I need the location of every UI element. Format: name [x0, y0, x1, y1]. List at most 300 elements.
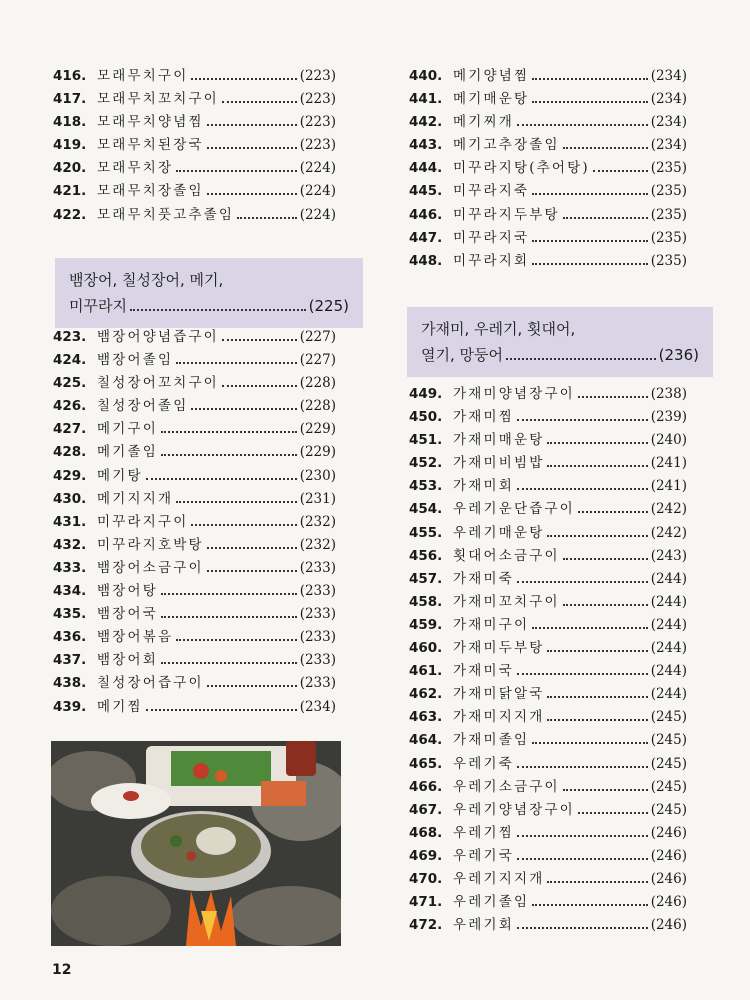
entry-page: (223) — [299, 137, 336, 154]
entry-page: (233) — [299, 675, 336, 692]
toc-entry — [53, 417, 336, 440]
leader-dots — [532, 742, 647, 744]
entry-number: 442. — [409, 114, 443, 131]
entry-number: 459. — [409, 616, 443, 633]
entry-page: (243) — [650, 547, 687, 564]
entry-page: (233) — [299, 583, 336, 600]
entry-number: 466. — [409, 778, 443, 795]
entry-title: 메기졸임 — [97, 444, 158, 461]
leader-dots — [207, 147, 297, 149]
toc-entry — [53, 464, 336, 487]
entry-page: (232) — [299, 536, 336, 553]
toc-entry — [409, 682, 687, 705]
entry-title: 우레기양념장구이 — [453, 801, 575, 818]
leader-dots — [578, 396, 648, 398]
leader-dots — [547, 881, 647, 883]
entry-number: 420. — [53, 160, 87, 177]
toc-entry — [53, 348, 336, 371]
entry-page: (244) — [650, 686, 687, 703]
toc-entry — [409, 798, 687, 821]
entry-page: (246) — [650, 847, 687, 864]
entry-page: (223) — [299, 114, 336, 131]
entry-number: 452. — [409, 455, 443, 472]
entry-title: 뱀장어회 — [97, 652, 158, 669]
toc-entry — [53, 695, 336, 718]
entry-page: (244) — [650, 616, 687, 633]
entry-number: 467. — [409, 801, 443, 818]
leader-dots — [222, 339, 297, 341]
entry-page: (241) — [650, 455, 687, 472]
entry-title: 모래무치양념찜 — [97, 114, 204, 131]
leader-dots — [161, 662, 297, 664]
leader-dots — [207, 547, 297, 549]
toc-entry — [53, 371, 336, 394]
entry-number: 428. — [53, 444, 87, 461]
toc-entry — [409, 752, 687, 775]
entry-title: 메기탕 — [97, 467, 143, 484]
toc-entry — [409, 821, 687, 844]
entry-title: 가재미꼬치구이 — [453, 593, 560, 610]
leader-dots — [146, 709, 297, 711]
entry-number: 443. — [409, 137, 443, 154]
entry-number: 462. — [409, 686, 443, 703]
entry-title: 가재미국 — [453, 663, 514, 680]
entry-title: 우레기회 — [453, 917, 514, 934]
leader-dots — [517, 124, 648, 126]
entry-title: 우레기운단즙구이 — [453, 501, 575, 518]
entry-title: 가재미두부탕 — [453, 640, 545, 657]
entry-title: 미꾸라지구이 — [97, 513, 189, 530]
page-number: 12 — [52, 962, 72, 978]
entry-number: 445. — [409, 183, 443, 200]
entry-number: 453. — [409, 478, 443, 495]
entry-title: 가재미매운탕 — [453, 432, 545, 449]
entry-number: 456. — [409, 547, 443, 564]
entry-page: (239) — [650, 409, 687, 426]
entry-number: 451. — [409, 432, 443, 449]
entry-page: (234) — [650, 114, 687, 131]
section-heading-text: 미꾸라지 — [69, 297, 127, 315]
entry-number: 433. — [53, 559, 87, 576]
leader-dots — [176, 639, 296, 641]
entry-page: (246) — [650, 917, 687, 934]
entry-title: 미꾸라지호박탕 — [97, 536, 204, 553]
entry-page: (235) — [650, 252, 687, 269]
section-heading-line: 뱀장어, 칠성장어, 메기, — [69, 271, 224, 289]
entry-title: 뱀장어졸임 — [97, 352, 174, 369]
entry-number: 457. — [409, 570, 443, 587]
leader-dots — [547, 535, 647, 537]
entry-page: (229) — [299, 421, 336, 438]
leader-dots — [547, 465, 647, 467]
entry-page: (233) — [299, 559, 336, 576]
leader-dots — [517, 581, 648, 583]
toc-entry — [53, 394, 336, 417]
toc-entry — [53, 325, 336, 348]
entry-page: (224) — [299, 206, 336, 223]
toc-entry — [53, 533, 336, 556]
entry-number: 427. — [53, 421, 87, 438]
entry-title: 모래무치된장국 — [97, 137, 204, 154]
entry-number: 421. — [53, 183, 87, 200]
toc-entry — [53, 648, 336, 671]
entry-number: 437. — [53, 652, 87, 669]
section-heading-line — [421, 342, 699, 368]
toc-entry — [409, 382, 687, 405]
entry-page: (246) — [650, 824, 687, 841]
leader-dots — [161, 454, 297, 456]
entry-title: 가재미닭알국 — [453, 686, 545, 703]
toc-entry — [409, 179, 687, 202]
toc-entry — [409, 64, 687, 87]
entry-title: 모래무치풋고추졸임 — [97, 206, 235, 223]
leader-dots — [176, 170, 296, 172]
section-heading-text: 열기, 망둥어 — [421, 346, 503, 364]
toc-entry — [409, 249, 687, 272]
entry-number: 426. — [53, 398, 87, 415]
entry-number: 447. — [409, 229, 443, 246]
entry-page: (245) — [650, 801, 687, 818]
entry-number: 454. — [409, 501, 443, 518]
entry-title: 가재미죽 — [453, 570, 514, 587]
entry-number: 424. — [53, 352, 87, 369]
leader-dots — [191, 78, 296, 80]
entry-title: 미꾸라지죽 — [453, 183, 530, 200]
toc-entry — [409, 567, 687, 590]
leader-dots — [547, 719, 647, 721]
leader-dots — [563, 604, 648, 606]
entry-page: (235) — [650, 160, 687, 177]
entry-number: 439. — [53, 698, 87, 715]
entry-number: 429. — [53, 467, 87, 484]
toc-entry — [409, 913, 687, 936]
entry-page: (241) — [650, 478, 687, 495]
entry-page: (246) — [650, 894, 687, 911]
entry-page: (246) — [650, 870, 687, 887]
entry-page: (245) — [650, 755, 687, 772]
entry-title: 메기고추장졸임 — [453, 137, 560, 154]
entry-page: (228) — [299, 398, 336, 415]
entry-title: 미꾸라지탕(추어탕) — [453, 160, 590, 177]
leader-dots — [532, 101, 647, 103]
leader-dots — [207, 685, 297, 687]
toc-entry — [53, 133, 336, 156]
leader-dots — [176, 362, 296, 364]
leader-dots — [563, 147, 648, 149]
toc-left-column-lower — [53, 325, 336, 718]
toc-right-column-lower — [409, 382, 687, 936]
toc-entry — [409, 613, 687, 636]
toc-entry — [53, 510, 336, 533]
entry-page: (245) — [650, 732, 687, 749]
leader-dots — [222, 385, 297, 387]
section-heading-line — [69, 293, 349, 319]
entry-title: 메기양념찜 — [453, 68, 530, 84]
toc-entry — [409, 775, 687, 798]
entry-number: 464. — [409, 732, 443, 749]
toc-entry — [53, 602, 336, 625]
leader-dots — [161, 431, 297, 433]
toc-entry — [53, 64, 336, 87]
entry-number: 423. — [53, 329, 87, 345]
entry-page: (244) — [650, 640, 687, 657]
toc-entry — [409, 497, 687, 520]
entry-number: 434. — [53, 583, 87, 600]
leader-dots — [578, 812, 648, 814]
leader-dots — [191, 408, 296, 410]
entry-title: 메기지지개 — [97, 490, 174, 507]
entry-title: 우레기졸임 — [453, 894, 530, 911]
toc-entry — [409, 867, 687, 890]
entry-title: 가재미비빔밥 — [453, 455, 545, 472]
leader-dots — [532, 627, 647, 629]
entry-page: (223) — [299, 91, 336, 108]
entry-title: 우레기지지개 — [453, 870, 545, 887]
toc-right-column — [409, 64, 687, 272]
entry-number: 468. — [409, 824, 443, 841]
toc-entry — [409, 890, 687, 913]
leader-dots — [547, 442, 647, 444]
leader-dots — [517, 419, 648, 421]
entry-number: 441. — [409, 91, 443, 108]
toc-entry — [53, 203, 336, 226]
entry-title: 메기매운탕 — [453, 91, 530, 108]
entry-title: 우레기찜 — [453, 824, 514, 841]
toc-entry — [409, 203, 687, 226]
leader-dots — [130, 309, 306, 311]
toc-entry — [409, 728, 687, 751]
entry-page: (235) — [650, 229, 687, 246]
entry-title: 메기찌개 — [453, 114, 514, 131]
entry-number: 418. — [53, 114, 87, 131]
entry-title: 칠성장어졸임 — [97, 398, 189, 415]
entry-title: 모래무치장 — [97, 160, 174, 177]
toc-entry — [409, 110, 687, 133]
leader-dots — [563, 558, 648, 560]
leader-dots — [547, 696, 647, 698]
entry-title: 우레기죽 — [453, 755, 514, 772]
entry-number: 449. — [409, 386, 443, 402]
entry-number: 471. — [409, 894, 443, 911]
entry-page: (238) — [650, 386, 687, 402]
toc-entry — [409, 705, 687, 728]
entry-title: 가재미졸임 — [453, 732, 530, 749]
toc-entry — [409, 590, 687, 613]
entry-page: (233) — [299, 652, 336, 669]
entry-title: 가재미찜 — [453, 409, 514, 426]
entry-title: 뱀장어볶음 — [97, 629, 174, 646]
entry-page: (230) — [299, 467, 336, 484]
toc-entry — [53, 156, 336, 179]
toc-left-column — [53, 64, 336, 226]
entry-page: (244) — [650, 593, 687, 610]
entry-number: 431. — [53, 513, 87, 530]
leader-dots — [207, 570, 297, 572]
toc-entry — [53, 179, 336, 202]
toc-entry — [409, 451, 687, 474]
leader-dots — [146, 478, 297, 480]
toc-entry — [53, 87, 336, 110]
entry-number: 419. — [53, 137, 87, 154]
section-heading — [55, 258, 363, 328]
leader-dots — [532, 78, 647, 80]
entry-title: 가재미양념장구이 — [453, 386, 575, 402]
entry-title: 칠성장어즙구이 — [97, 675, 204, 692]
section-heading — [407, 307, 713, 377]
entry-title: 칠성장어꼬치구이 — [97, 375, 219, 392]
entry-page: (242) — [650, 524, 687, 541]
entry-number: 446. — [409, 206, 443, 223]
toc-entry — [409, 405, 687, 428]
entry-number: 417. — [53, 91, 87, 108]
toc-group — [409, 64, 687, 272]
entry-page: (245) — [650, 709, 687, 726]
toc-entry — [53, 579, 336, 602]
toc-entry — [53, 671, 336, 694]
entry-number: 444. — [409, 160, 443, 177]
entry-number: 455. — [409, 524, 443, 541]
entry-title: 우레기소금구이 — [453, 778, 560, 795]
entry-number: 465. — [409, 755, 443, 772]
entry-number: 458. — [409, 593, 443, 610]
entry-number: 450. — [409, 409, 443, 426]
leader-dots — [563, 789, 648, 791]
toc-group — [53, 325, 336, 718]
toc-entry — [409, 87, 687, 110]
entry-number: 416. — [53, 68, 87, 84]
leader-dots — [161, 593, 297, 595]
entry-page: (234) — [650, 68, 687, 84]
campfire-pot-illustration — [51, 741, 341, 946]
leader-dots — [207, 124, 297, 126]
entry-title: 우레기매운탕 — [453, 524, 545, 541]
entry-number: 438. — [53, 675, 87, 692]
entry-title: 모래무치장졸임 — [97, 183, 204, 200]
entry-page: (224) — [299, 160, 336, 177]
entry-page: (223) — [299, 68, 336, 84]
section-heading-line: 가재미, 우레기, 횟대어, — [421, 320, 576, 338]
entry-number: 470. — [409, 870, 443, 887]
entry-page: (234) — [650, 137, 687, 154]
entry-title: 모래무치구이 — [97, 68, 189, 84]
leader-dots — [506, 358, 656, 360]
entry-title: 미꾸라지국 — [453, 229, 530, 246]
entry-number: 448. — [409, 252, 443, 269]
entry-number: 435. — [53, 606, 87, 623]
entry-page: (240) — [650, 432, 687, 449]
leader-dots — [517, 488, 648, 490]
entry-title: 뱀장어양념즙구이 — [97, 329, 219, 345]
entry-number: 463. — [409, 709, 443, 726]
leader-dots — [517, 766, 648, 768]
entry-title: 뱀장어소금구이 — [97, 559, 204, 576]
entry-page: (245) — [650, 778, 687, 795]
leader-dots — [578, 511, 648, 513]
entry-page: (233) — [299, 606, 336, 623]
entry-page: (231) — [299, 490, 336, 507]
toc-entry — [409, 133, 687, 156]
entry-title: 뱀장어국 — [97, 606, 158, 623]
section-page: (236) — [658, 346, 699, 364]
entry-title: 우레기국 — [453, 847, 514, 864]
entry-number: 469. — [409, 847, 443, 864]
leader-dots — [517, 673, 648, 675]
leader-dots — [191, 524, 296, 526]
entry-page: (227) — [299, 352, 336, 369]
toc-entry — [409, 659, 687, 682]
entry-number: 440. — [409, 68, 443, 84]
entry-number: 436. — [53, 629, 87, 646]
leader-dots — [207, 193, 297, 195]
entry-number: 461. — [409, 663, 443, 680]
toc-entry — [409, 156, 687, 179]
toc-entry — [409, 544, 687, 567]
leader-dots — [532, 240, 647, 242]
entry-page: (232) — [299, 513, 336, 530]
entry-page: (244) — [650, 570, 687, 587]
entry-title: 미꾸라지회 — [453, 252, 530, 269]
leader-dots — [532, 904, 647, 906]
leader-dots — [547, 650, 647, 652]
entry-page: (228) — [299, 375, 336, 392]
toc-entry — [409, 474, 687, 497]
leader-dots — [593, 170, 648, 172]
leader-dots — [176, 501, 296, 503]
entry-title: 뱀장어탕 — [97, 583, 158, 600]
entry-title: 메기찜 — [97, 698, 143, 715]
entry-page: (224) — [299, 183, 336, 200]
leader-dots — [161, 616, 297, 618]
entry-number: 472. — [409, 917, 443, 934]
toc-group — [53, 64, 336, 226]
entry-number: 432. — [53, 536, 87, 553]
entry-number: 460. — [409, 640, 443, 657]
leader-dots — [532, 263, 647, 265]
toc-entry — [409, 428, 687, 451]
toc-entry — [409, 844, 687, 867]
toc-entry — [409, 636, 687, 659]
leader-dots — [517, 927, 648, 929]
entry-title: 가재미회 — [453, 478, 514, 495]
entry-number: 422. — [53, 206, 87, 223]
entry-page: (242) — [650, 501, 687, 518]
entry-page: (244) — [650, 663, 687, 680]
leader-dots — [532, 193, 647, 195]
toc-entry — [409, 521, 687, 544]
entry-title: 횟대어소금구이 — [453, 547, 560, 564]
leader-dots — [517, 835, 648, 837]
toc-entry — [409, 226, 687, 249]
toc-entry — [53, 487, 336, 510]
entry-page: (233) — [299, 629, 336, 646]
toc-entry — [53, 440, 336, 463]
entry-number: 430. — [53, 490, 87, 507]
entry-page: (235) — [650, 206, 687, 223]
entry-title: 모래무치꼬치구이 — [97, 91, 219, 108]
section-page: (225) — [308, 297, 349, 315]
entry-page: (234) — [650, 91, 687, 108]
entry-title: 가재미구이 — [453, 616, 530, 633]
entry-page: (227) — [299, 329, 336, 345]
entry-title: 미꾸라지두부탕 — [453, 206, 560, 223]
leader-dots — [517, 858, 648, 860]
leader-dots — [237, 217, 297, 219]
cooking-photo — [51, 741, 341, 946]
toc-entry — [53, 556, 336, 579]
entry-page: (234) — [299, 698, 336, 715]
toc-entry — [53, 625, 336, 648]
entry-title: 가재미지지개 — [453, 709, 545, 726]
